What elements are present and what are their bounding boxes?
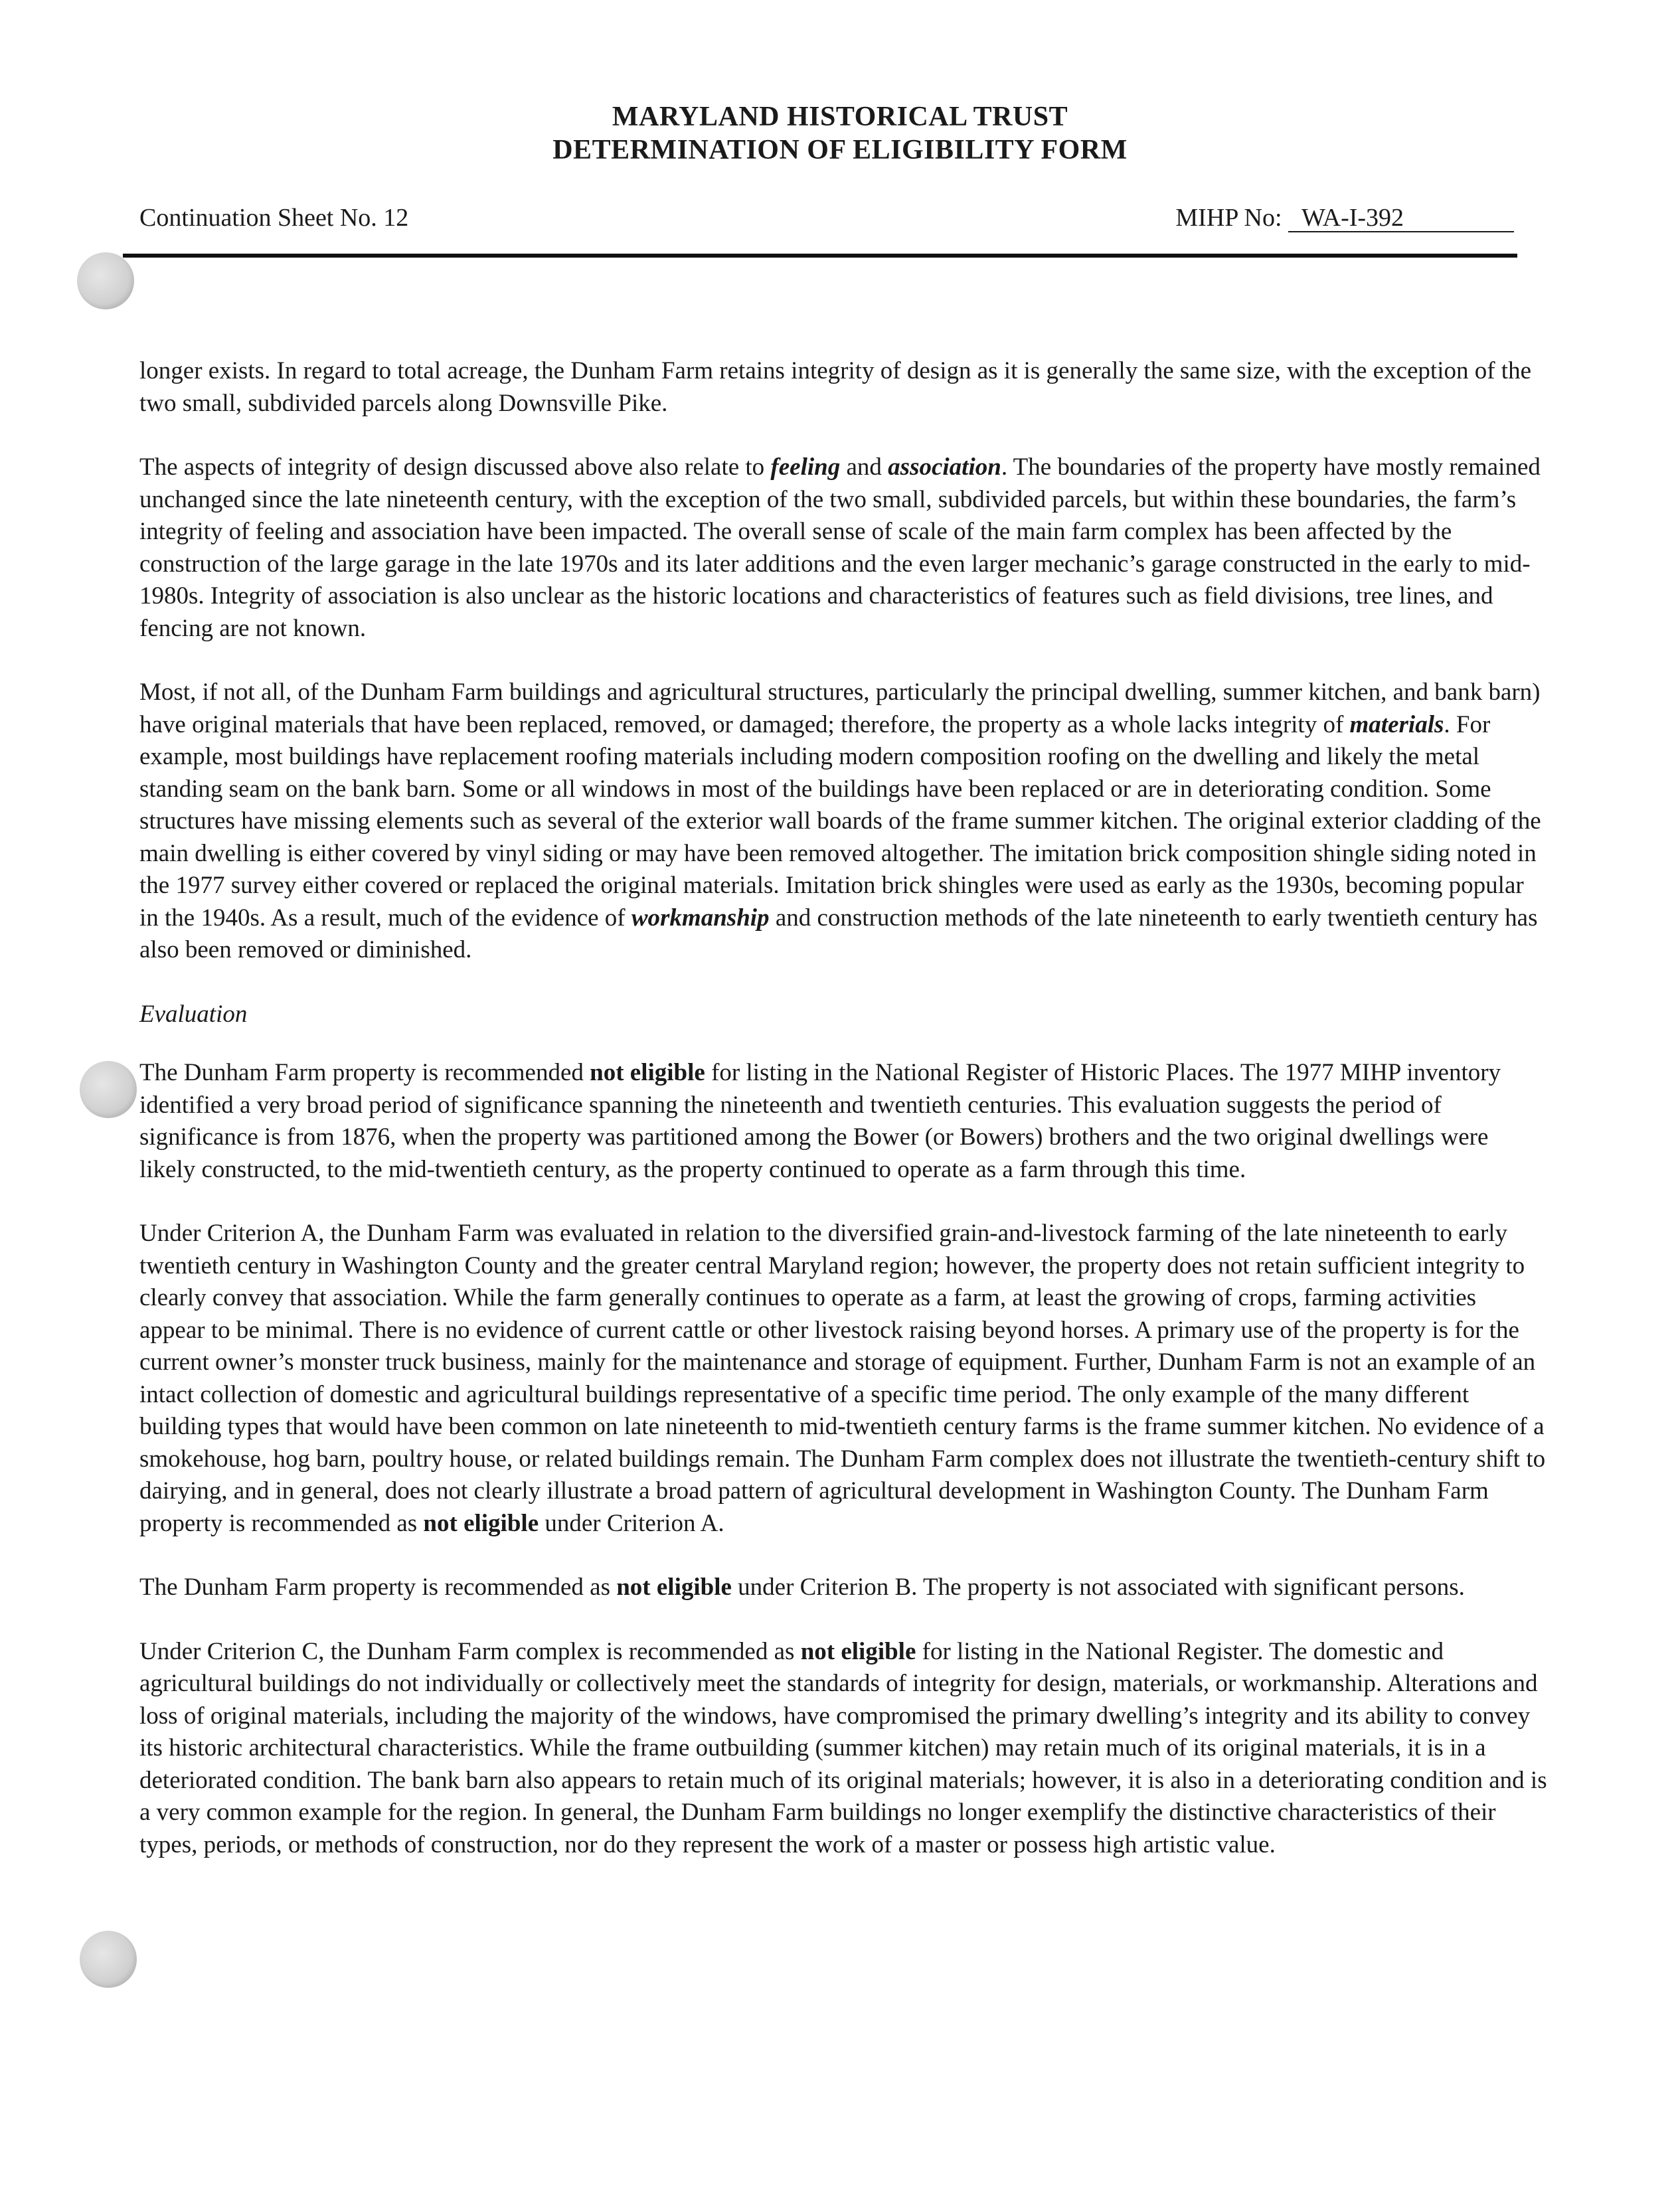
mihp-label: MIHP No:: [1175, 204, 1282, 232]
paragraph-text: Most, if not all, of the Dunham Farm buildings and agricultural structures, particularly the principal dwelling, summer kitchen, and bank barn) have original materials that have been replaced, removed, or damaged; therefore, the property as a whole lacks integrity of: [139, 679, 1541, 738]
paragraph: [139, 1636, 1547, 1862]
emphasis-text: feeling: [770, 453, 841, 481]
paragraph-text: and construction methods of the late nineteenth to early twentieth century has also been removed or diminished.: [139, 904, 1538, 963]
paragraph-text: Under Criterion A, the Dunham Farm was evaluated in relation to the diversified grain-and-livestock farming of the late nineteenth to early twentieth century in Washington County and the greater central Maryland region; however, the property does not retain sufficient integrity to clearly convey that association. While the farm generally continues to operate as a farm, at least the growing of crops, farming activities appear to be minimal. There is no evidence of current cattle or other livestock raising beyond horses. A primary use of the property is for the current owner’s monster truck business, mainly for the maintenance and storage of equipment. Further, Dunham Farm is not an example of an intact collection of domestic and agricultural buildings representative of a specific time period. The only example of the many different building types that would have been common on late nineteenth to mid-twentieth century farms is the frame summer kitchen. No evidence of a smokehouse, hog barn, poultry house, or related buildings remain. The Dunham Farm complex does not illustrate the twentieth-century shift to dairying, and in general, does not clearly illustrate a broad pattern of agricultural development in Washington County. The Dunham Farm property is recommended as: [139, 1220, 1546, 1537]
paragraph: [139, 677, 1547, 967]
paragraph: [139, 355, 1547, 420]
body-text: [139, 355, 1547, 1893]
emphasis-text: not eligible: [616, 1574, 732, 1601]
form-title-line1: MARYLAND HISTORICAL TRUST: [612, 102, 1068, 132]
paragraph: [139, 1218, 1547, 1540]
emphasis-text: association: [888, 453, 1001, 481]
punch-hole-middle: [80, 1061, 137, 1118]
punch-hole-top: [77, 252, 134, 309]
section-heading: [139, 999, 1547, 1031]
emphasis-text: workmanship: [631, 904, 770, 932]
emphasis-text: materials: [1349, 710, 1444, 738]
paragraph-text: for listing in the National Register of Historic Places. The 1977 MIHP inventory identified a very broad period of significance spanning the nineteenth and twentieth centuries. This evaluation suggests the period of significance is from 1876, when the property was partitioned among the Bower (or Bowers) brothers and the two original dwellings were likely constructed, to the mid-twentieth century, as the property continued to operate as a farm through this time.: [139, 1059, 1501, 1183]
paragraph-text: Evaluation: [139, 1000, 248, 1028]
paragraph-text: under Criterion B. The property is not associated with significant persons.: [731, 1574, 1465, 1601]
emphasis-text: not eligible: [423, 1509, 539, 1537]
paragraph-text: The Dunham Farm property is recommended as: [139, 1574, 617, 1601]
paragraph: [139, 1572, 1547, 1604]
paragraph-text: longer exists. In regard to total acreage, the Dunham Farm retains integrity of design as it is generally the same size, with the exception of the two small, subdivided parcels along Downsville Pike.: [139, 357, 1532, 417]
paragraph-text: . The boundaries of the property have mostly remained unchanged since the late nineteenth century, with the exception of the two small, subdivided parcels, but within these boundaries, the farm’s integrity of feeling and association have been impacted. The overall sense of scale of the main farm complex has been affected by the construction of the large garage in the late 1970s and its later additions and the even larger mechanic’s garage constructed in the early to mid-1980s. Integrity of association is also unclear as the historic locations and characteristics of features such as field divisions, tree lines, and fencing are not known.: [139, 453, 1541, 642]
continuation-sheet-label: Continuation Sheet No. 12: [139, 204, 409, 232]
paragraph-text: The aspects of integrity of design discussed above also relate to: [139, 453, 771, 481]
paragraph-text: for listing in the National Register. The domestic and agricultural buildings do not individually or collectively meet the standards of integrity for design, materials, or workmanship. Alterations and loss of original materials, including the majority of the windows, have compromised the primary dwelling’s integrity and its ability to convey its historic architectural characteristics. While the frame outbuilding (summer kitchen) may retain much of its original materials, it is in a deteriorated condition. The bank barn also appears to retain much of its original materials; however, it is also in a deteriorating condition and is a very common example for the region. In general, the Dunham Farm buildings no longer exemplify the distinctive characteristics of their types, periods, or methods of construction, nor do they represent the work of a master or possess high artistic value.: [139, 1637, 1547, 1858]
paragraph-text: The Dunham Farm property is recommended: [139, 1059, 590, 1086]
header-divider: [123, 254, 1517, 258]
emphasis-text: not eligible: [800, 1637, 916, 1665]
paragraph: [139, 1057, 1547, 1186]
paragraph: [139, 451, 1547, 645]
emphasis-text: not eligible: [590, 1059, 705, 1086]
form-title-line2: DETERMINATION OF ELIGIBILITY FORM: [552, 135, 1128, 165]
punch-hole-bottom: [80, 1931, 137, 1988]
mihp-number: [1175, 203, 1514, 233]
paragraph-text: Under Criterion C, the Dunham Farm complex is recommended as: [139, 1637, 801, 1665]
paragraph-text: . For example, most buildings have replacement roofing materials including modern composition roofing on the dwelling and likely the metal standing seam on the bank barn. Some or all windows in most of the buildings have been replaced or are in deteriorating condition. Some structures have missing elements such as several of the exterior wall boards of the frame summer kitchen. The original exterior cladding of the main dwelling is either covered by vinyl siding or may have been removed altogether. The imitation brick composition shingle siding noted in the 1977 survey either covered or replaced the original materials. Imitation brick shingles were used as early as the 1930s, becoming popular in the 1940s. As a result, much of the evidence of: [139, 710, 1541, 932]
paragraph-text: under Criterion A.: [539, 1509, 724, 1537]
paragraph-text: and: [840, 453, 888, 481]
mihp-value: WA-I-392: [1288, 204, 1514, 232]
